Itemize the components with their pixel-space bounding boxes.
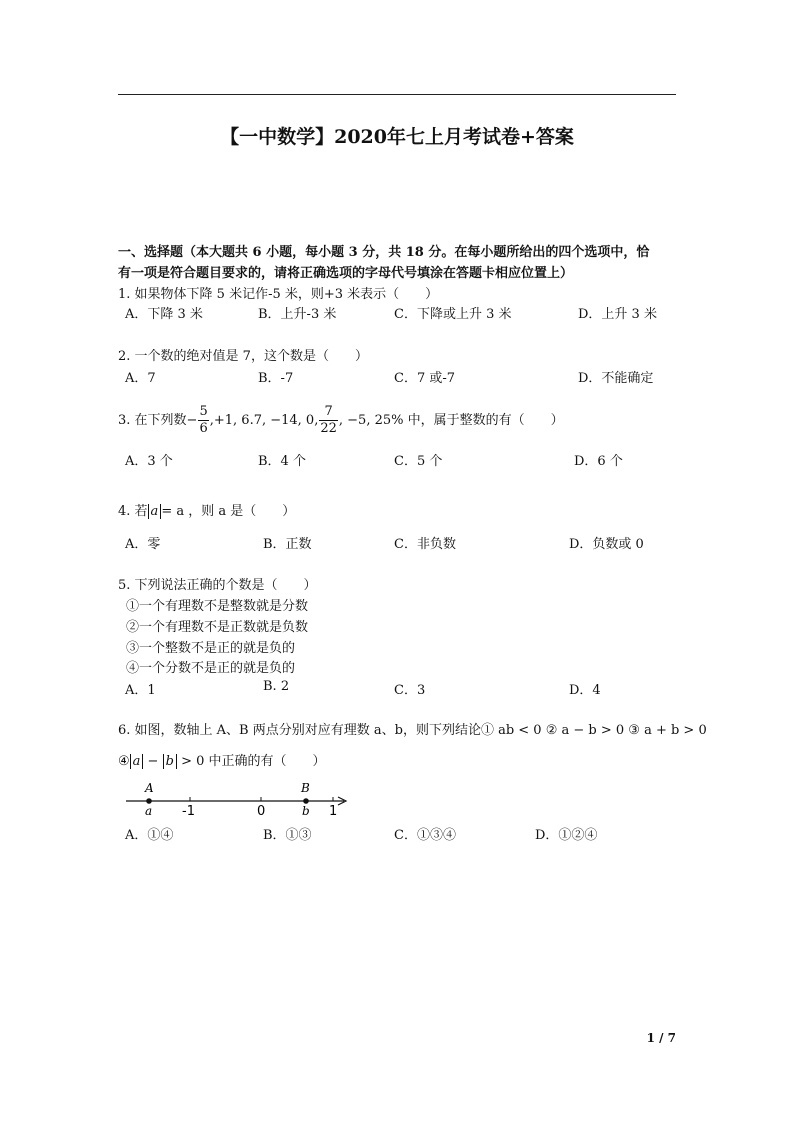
point-a xyxy=(146,798,152,804)
q4-option-d: D．负数或 0 xyxy=(569,537,644,552)
page-number: 1 / 7 xyxy=(646,1031,676,1045)
question-2-stem: 2. 一个数的绝对值是 7，这个数是（ ） xyxy=(118,349,368,364)
q3-option-b: B．4 个 xyxy=(258,454,306,469)
q3-option-c: C．5 个 xyxy=(394,454,443,469)
q2-option-c: C．7 或-7 xyxy=(394,371,456,386)
question-1-stem: 1. 如果物体下降 5 米记作-5 米，则+3 米表示（ ） xyxy=(118,287,439,302)
question-4-stem: 4. 若 a = a ，则 a 是（ ） xyxy=(118,504,296,519)
q5-statement-4: ④一个分数不是正的就是负的 xyxy=(126,661,296,676)
q5-statement-1: ①一个有理数不是整数就是分数 xyxy=(126,599,309,614)
tick-label-1: 1 xyxy=(329,804,338,819)
q5-statement-3: ③一个整数不是正的就是负的 xyxy=(126,641,296,656)
q6-option-c: C．①③④ xyxy=(394,828,456,843)
q1-option-b: B．上升-3 米 xyxy=(258,307,337,322)
q5-option-c: C．3 xyxy=(394,683,426,698)
number-line xyxy=(118,780,358,820)
q3-option-a: A．3 个 xyxy=(125,454,173,469)
q5-option-b: B. 2 xyxy=(263,679,290,694)
q1-option-a: A．下降 3 米 xyxy=(125,307,203,322)
q5-statement-2: ②一个有理数不是正数就是负数 xyxy=(126,620,309,635)
q3-option-d: D．6 个 xyxy=(574,454,623,469)
q6-option-b: B．①③ xyxy=(263,828,312,843)
tick-label-neg1: -1 xyxy=(182,804,195,819)
label-b: b xyxy=(302,804,310,818)
q5-option-a: A．1 xyxy=(125,683,156,698)
q1-option-d: D．上升 3 米 xyxy=(578,307,657,322)
question-5-stem: 5. 下列说法正确的个数是（ ） xyxy=(118,578,317,593)
section-heading-line2: 有一项是符合题目要求的，请将正确选项的字母代号填涂在答题卡相应位置上） xyxy=(118,266,574,281)
q2-option-b: B．-7 xyxy=(258,371,294,386)
question-6-stem-line2: ④ a − b > 0 中正确的有（ ） xyxy=(118,754,326,769)
fraction-5-6: $\frac{5}{6}$ xyxy=(199,404,208,436)
abs-a: a xyxy=(130,754,144,769)
q6-option-d: D．①②④ xyxy=(535,828,598,843)
tick-label-0: 0 xyxy=(257,804,266,819)
question-3-stem: 3. 在下列数− $\frac{5}{6}$ ,+1, 6.7, −14, 0, $\frac{7}{22}$ , −5, 25% 中，属于整数的有（ ） xyxy=(118,404,564,436)
fraction-7-22: $\frac{7}{22}$ xyxy=(320,404,337,436)
label-A: A xyxy=(145,781,154,795)
label-B: B xyxy=(301,781,310,795)
page-title: 【一中数学】2020年七上月考试卷+答案 xyxy=(220,126,574,148)
q1-option-c: C．下降或上升 3 米 xyxy=(394,307,512,322)
q2-option-d: D．不能确定 xyxy=(578,371,654,386)
point-b xyxy=(303,798,309,804)
q4-option-b: B．正数 xyxy=(263,537,312,552)
label-a: a xyxy=(145,804,153,818)
q4-option-c: C．非负数 xyxy=(394,537,456,552)
abs-b: b xyxy=(163,754,177,769)
question-6-stem: 6. 如图，数轴上 A、B 两点分别对应有理数 a、b，则下列结论① ab < 0 ② a − b > 0 ③ a + b > 0 xyxy=(118,723,707,738)
section-heading-line1: 一、选择题（本大题共 6 小题，每小题 3 分，共 18 分。在每小题所给出的四个选项中，恰 xyxy=(118,245,650,260)
q5-option-d: D．4 xyxy=(569,683,601,698)
q6-option-a: A．①④ xyxy=(125,828,174,843)
top-rule xyxy=(118,94,676,95)
absolute-value: a xyxy=(148,504,162,519)
q4-option-a: A．零 xyxy=(125,537,161,552)
q2-option-a: A．7 xyxy=(125,371,156,386)
